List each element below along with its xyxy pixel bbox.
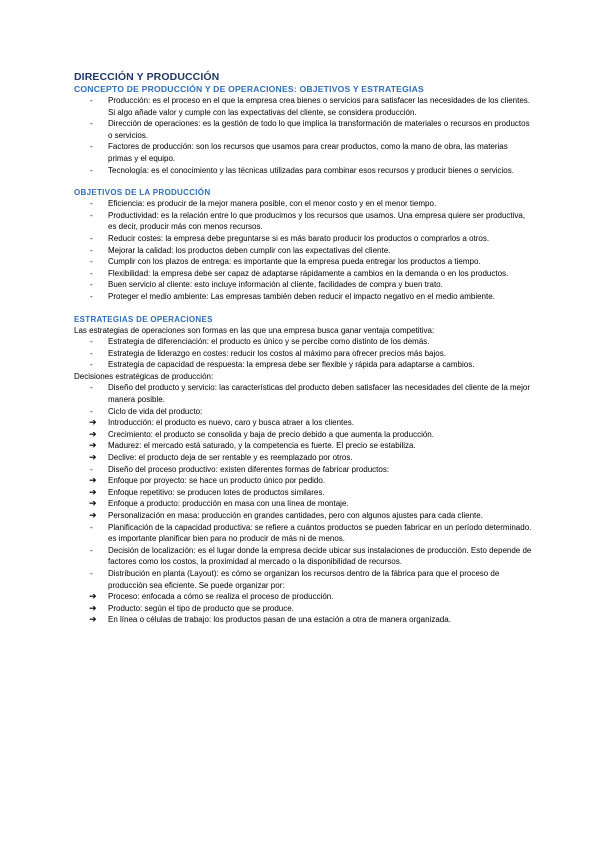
list-item	[74, 487, 532, 499]
list-item	[74, 256, 532, 268]
list-item	[74, 359, 532, 371]
list-item	[74, 95, 532, 118]
list-item	[74, 475, 532, 487]
list-item-text: Introducción: el producto es nuevo, caro y busca atraer a los clientes.	[108, 418, 354, 428]
list-item-text: Estrategia de diferenciación: el producto es único y se percibe como distinto de los demás.	[108, 337, 430, 347]
list-item-text: Proteger el medio ambiente: Las empresas también deben reducir el impacto negativo en el medio ambiente.	[108, 291, 495, 301]
dash-bullet-icon: -	[90, 165, 93, 175]
dash-bullet-icon: -	[90, 522, 93, 532]
list-item	[74, 464, 532, 476]
list-item-text: Mejorar la calidad: los productos deben cumplir con las expectativas del cliente.	[108, 245, 391, 255]
dash-bullet-icon: -	[90, 199, 93, 209]
list-item	[74, 141, 532, 164]
list-item	[74, 118, 532, 141]
arrow-bullet-icon: ➔	[89, 498, 97, 509]
list-item	[74, 233, 532, 245]
arrow-bullet-icon: ➔	[89, 591, 97, 602]
objectives-heading: OBJETIVOS DE LA PRODUCCIÓN	[74, 188, 211, 198]
strategies-list	[74, 336, 532, 371]
list-item	[74, 591, 532, 603]
dash-bullet-icon: -	[90, 268, 93, 278]
list-item-text: Personalización en masa: producción en grandes cantidades, pero con algunos ajustes para cada cliente.	[108, 511, 483, 520]
arrow-bullet-icon: ➔	[89, 510, 97, 520]
dash-bullet-icon: -	[90, 233, 93, 243]
list-item	[74, 336, 532, 348]
dash-bullet-icon: -	[90, 280, 93, 290]
dash-bullet-icon: -	[90, 119, 93, 129]
arrow-bullet-icon: ➔	[89, 486, 97, 497]
list-item-text: Ciclo de vida del producto:	[108, 406, 203, 416]
list-item-text: Enfoque a producto: producción en masa con una línea de montaje.	[108, 499, 349, 509]
list-item	[74, 245, 532, 257]
dash-bullet-icon: -	[90, 337, 93, 347]
dash-bullet-icon: -	[90, 568, 93, 578]
list-item	[74, 614, 532, 626]
list-item	[74, 382, 532, 405]
list-item	[74, 440, 532, 452]
list-item-text: Crecimiento: el producto se consolida y baja de precio debido a que aumenta la producción.	[108, 429, 434, 439]
strategies-intro: Las estrategias de operaciones son formas en las que una empresa busca ganar ventaja competitiva:	[74, 325, 435, 335]
list-item-text: Diseño del producto y servicio: las características del producto deben satisfacer las necesidades del cliente de la mejor manera posible.	[108, 383, 530, 405]
decisions-intro: Decisiones estratégicas de producción:	[74, 371, 214, 381]
document-page	[74, 70, 532, 626]
dash-bullet-icon: -	[90, 348, 93, 358]
list-item	[74, 568, 532, 591]
list-item-text: Productividad: es la relación entre lo que producimos y los recursos que usamos. Una empresa quiere ser productiva, es decir, producir más con menos recursos.	[108, 210, 526, 232]
list-item-text: Producción: es el proceso en el que la empresa crea bienes o servicios para satisfacer las necesidades de los clientes. Si algo añade valor y cumple con las expectativas del cliente, se considera producción.	[108, 96, 531, 117]
list-item	[74, 279, 532, 291]
list-item	[74, 291, 532, 303]
dash-bullet-icon: -	[90, 360, 93, 370]
dash-bullet-icon: -	[90, 210, 93, 220]
arrow-bullet-icon: ➔	[89, 614, 97, 625]
arrow-bullet-icon: ➔	[89, 417, 97, 428]
decisions-list	[74, 382, 532, 625]
dash-bullet-icon: -	[90, 545, 93, 555]
list-item-text: Flexibilidad: la empresa debe ser capaz de adaptarse rápidamente a cambios en la demanda o en los productos.	[108, 268, 509, 278]
list-item-text: Cumplir con los plazos de entrega: es importante que la empresa pueda entregar los productos a tiempo.	[108, 257, 481, 267]
list-item-text: Diseño del proceso productivo: existen diferentes formas de fabricar productos:	[108, 464, 390, 474]
list-item	[74, 417, 532, 429]
list-item-text: Buen servicio al cliente: esto incluye información al cliente, facilidades de compra y buen trato.	[108, 280, 443, 290]
arrow-bullet-icon: ➔	[89, 475, 97, 486]
list-item-text: Tecnología: es el conocimiento y las técnicas utilizadas para combinar esos recursos y producir bienes o servicios.	[108, 165, 514, 175]
list-item-text: Factores de producción: son los recursos que usamos para crear productos, como la mano de obra, las materias primas y el equipo.	[108, 142, 508, 163]
concept-list	[74, 95, 532, 176]
list-item-text: Enfoque repetitivo: se producen lotes de productos similares.	[108, 487, 325, 497]
list-item	[74, 429, 532, 441]
list-item-text: Decisión de localización: es el lugar donde la empresa decide ubicar sus instalaciones de producción. Esto depende de factores como los costos, la proximidad al mercado o la disponibilidad de recursos.	[108, 545, 532, 567]
objectives-list	[74, 198, 532, 302]
list-item	[74, 268, 532, 280]
list-item	[74, 348, 532, 360]
list-item-text: Declive: el producto deja de ser rentable y es reemplazado por otros.	[108, 453, 353, 463]
list-item	[74, 545, 532, 568]
dash-bullet-icon: -	[90, 383, 93, 393]
dash-bullet-icon: -	[90, 96, 93, 105]
arrow-bullet-icon: ➔	[89, 440, 97, 451]
dash-bullet-icon: -	[90, 464, 93, 474]
list-item	[74, 522, 532, 545]
list-item-text: Madurez: el mercado está saturado, y la competencia es fuerte. El precio se estabiliza.	[108, 441, 416, 451]
document-title: DIRECCIÓN Y PRODUCCIÓN	[74, 71, 220, 83]
dash-bullet-icon: -	[90, 142, 93, 152]
list-item-text: Distribución en planta (Layout): es cómo se organizan los recursos dentro de la fábrica para que el proceso de producción sea eficiente. Se puede organizar por:	[108, 568, 500, 590]
list-item-text: Dirección de operaciones: es la gestión de todo lo que implica la transformación de materiales o recursos en productos o servicios.	[108, 119, 530, 140]
list-item-text: En línea o células de trabajo: los productos pasan de una estación a otra de manera organizada.	[108, 615, 451, 625]
list-item	[74, 165, 532, 177]
list-item-text: Estrategia de liderazgo en costes: reducir los costos al máximo para ofrecer precios más bajos.	[108, 348, 446, 358]
list-item-text: Estrategia de capacidad de respuesta: la empresa debe ser flexible y rápida para adaptarse a cambios.	[108, 360, 475, 370]
list-item	[74, 510, 532, 522]
dash-bullet-icon: -	[90, 291, 93, 301]
list-item	[74, 603, 532, 615]
arrow-bullet-icon: ➔	[89, 452, 97, 463]
list-item-text: Producto: según el tipo de producto que se produce.	[108, 603, 294, 613]
list-item-text: Planificación de la capacidad productiva: se refiere a cuántos productos se pueden fabricar en un período determinado. es importante planificar bien para no producir de más ni de menos.	[108, 522, 532, 544]
concept-heading: CONCEPTO DE PRODUCCIÓN Y DE OPERACIONES: OBJETIVOS Y ESTRATEGIAS	[74, 84, 424, 94]
list-item	[74, 406, 532, 418]
list-item-text: Proceso: enfocada a cómo se realiza el proceso de producción.	[108, 592, 334, 602]
list-item-text: Enfoque por proyecto: se hace un producto único por pedido.	[108, 476, 326, 486]
list-item	[74, 498, 532, 510]
list-item	[74, 198, 532, 210]
dash-bullet-icon: -	[90, 257, 93, 267]
list-item-text: Reducir costes: la empresa debe preguntarse si es más barato producir los productos o comprarlos a otros.	[108, 233, 490, 243]
list-item	[74, 452, 532, 464]
list-item-text: Eficiencia: es producir de la mejor manera posible, con el menor costo y en el menor tiempo.	[108, 199, 437, 209]
list-item	[74, 210, 532, 233]
dash-bullet-icon: -	[90, 245, 93, 255]
strategies-heading: ESTRATEGIAS DE OPERACIONES	[74, 314, 213, 324]
dash-bullet-icon: -	[90, 406, 93, 416]
arrow-bullet-icon: ➔	[89, 428, 97, 439]
arrow-bullet-icon: ➔	[89, 602, 97, 613]
